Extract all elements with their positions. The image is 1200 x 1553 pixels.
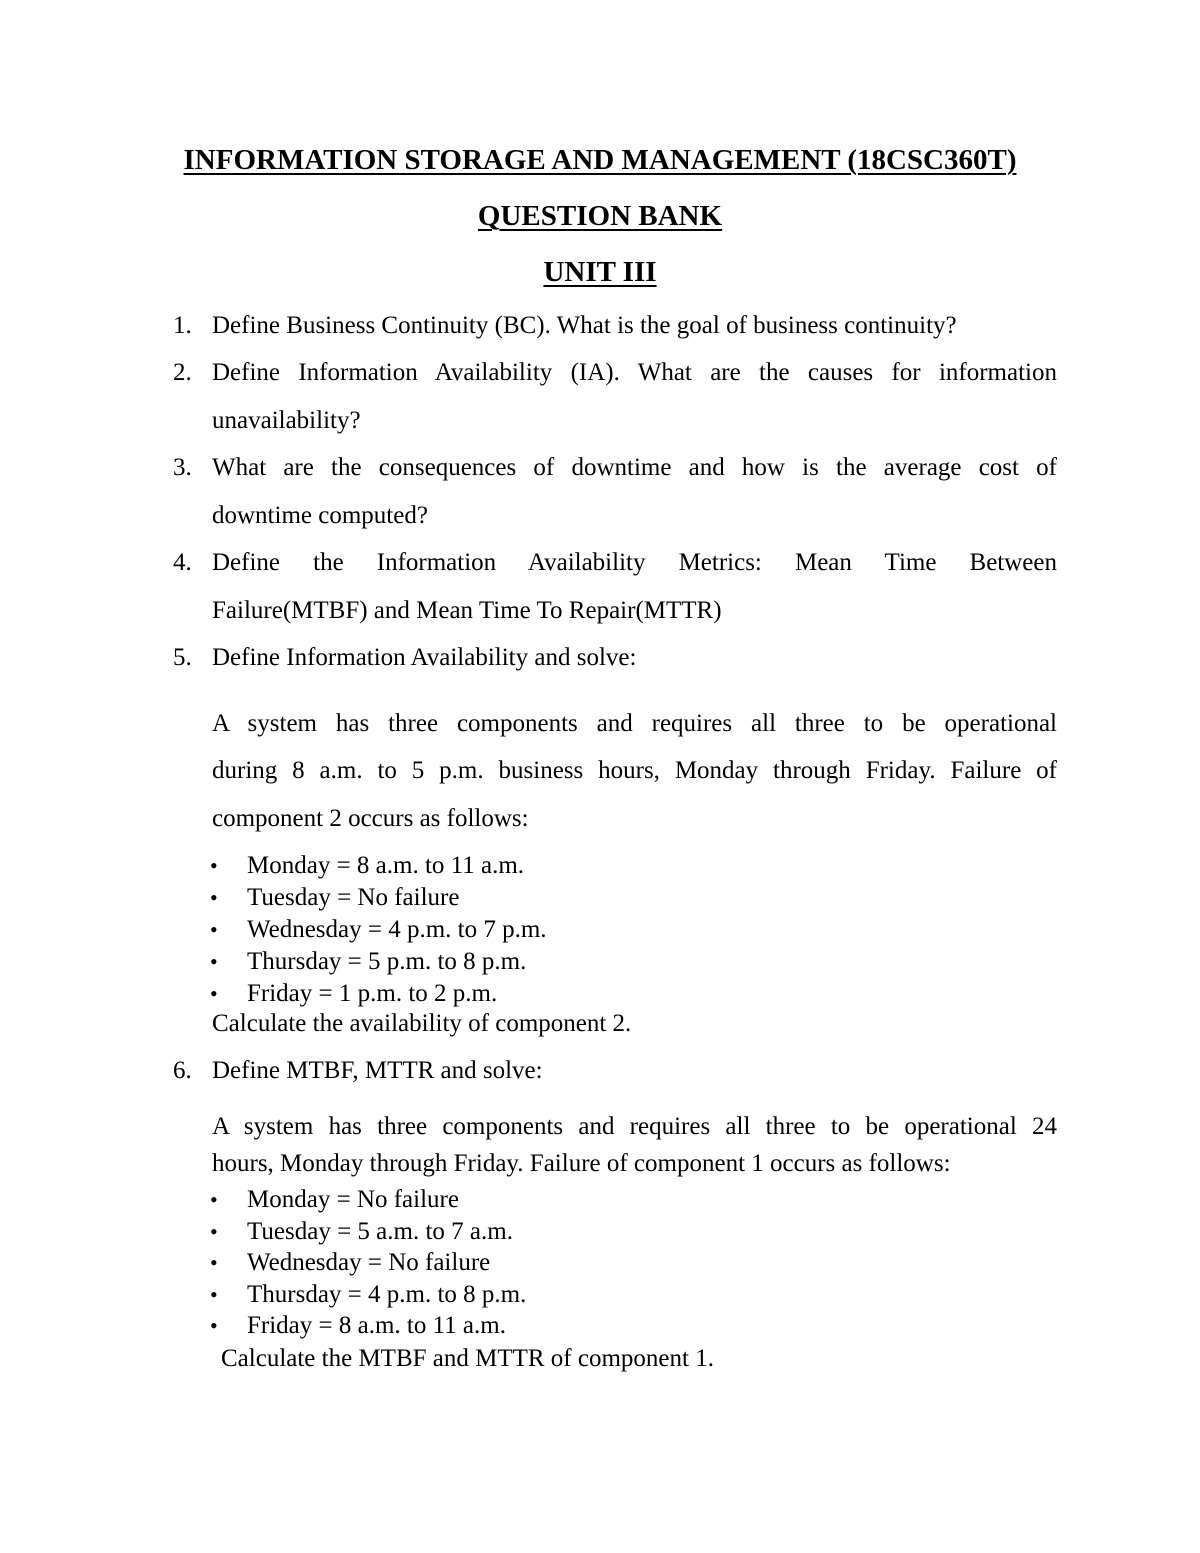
bullet-dot: • — [210, 1187, 218, 1212]
bullet-dot: • — [210, 853, 218, 878]
task-text: Calculate the availability of component 2. — [212, 1010, 632, 1037]
question-number: 4. — [173, 549, 192, 576]
problem-text: A system has three components and requires all three to be operational — [212, 710, 1057, 737]
unit-heading: UNIT III — [543, 256, 657, 288]
bullet-item: Wednesday = No failure — [247, 1249, 491, 1276]
bullet-item: Monday = No failure — [247, 1186, 459, 1213]
problem-text: hours, Monday through Friday. Failure of component 1 occurs as follows: — [212, 1150, 951, 1177]
question-text: Failure(MTBF) and Mean Time To Repair(MTTR) — [212, 597, 722, 624]
bullet-item: Friday = 8 a.m. to 11 a.m. — [247, 1312, 506, 1339]
document-title: INFORMATION STORAGE AND MANAGEMENT (18CSC360T) — [183, 144, 1017, 176]
problem-text: during 8 a.m. to 5 p.m. business hours, Monday through Friday. Failure of — [212, 757, 1057, 784]
document-subtitle: QUESTION BANK — [477, 200, 723, 232]
bullet-dot: • — [210, 885, 218, 910]
question-text: Define the Information Availability Metrics: Mean Time Between — [212, 549, 1057, 576]
question-text: downtime computed? — [212, 502, 428, 529]
problem-text: A system has three components and requires all three to be operational 24 — [212, 1113, 1057, 1140]
bullet-item: Thursday = 4 p.m. to 8 p.m. — [247, 1281, 527, 1308]
bullet-item: Tuesday = 5 a.m. to 7 a.m. — [247, 1218, 513, 1245]
question-number: 6. — [173, 1057, 192, 1084]
question-text: unavailability? — [212, 407, 361, 434]
task-text: Calculate the MTBF and MTTR of component 1. — [221, 1345, 714, 1372]
question-number: 5. — [173, 644, 192, 671]
question-text: Define Information Availability (IA). What are the causes for information — [212, 359, 1057, 386]
bullet-dot: • — [210, 917, 218, 942]
question-number: 1. — [173, 312, 192, 339]
question-text: What are the consequences of downtime and how is the average cost of — [212, 454, 1057, 481]
question-text: Define Business Continuity (BC). What is the goal of business continuity? — [212, 312, 957, 339]
bullet-dot: • — [210, 1313, 218, 1338]
bullet-item: Thursday = 5 p.m. to 8 p.m. — [247, 948, 527, 975]
bullet-dot: • — [210, 981, 218, 1006]
bullet-dot: • — [210, 1250, 218, 1275]
bullet-item: Wednesday = 4 p.m. to 7 p.m. — [247, 916, 547, 943]
problem-text: component 2 occurs as follows: — [212, 805, 529, 832]
bullet-dot: • — [210, 949, 218, 974]
question-number: 2. — [173, 359, 192, 386]
bullet-item: Tuesday = No failure — [247, 884, 460, 911]
question-number: 3. — [173, 454, 192, 481]
bullet-dot: • — [210, 1282, 218, 1307]
question-text: Define MTBF, MTTR and solve: — [212, 1057, 543, 1084]
question-text: Define Information Availability and solve: — [212, 644, 637, 671]
bullet-item: Monday = 8 a.m. to 11 a.m. — [247, 852, 525, 879]
bullet-dot: • — [210, 1219, 218, 1244]
bullet-item: Friday = 1 p.m. to 2 p.m. — [247, 980, 498, 1007]
